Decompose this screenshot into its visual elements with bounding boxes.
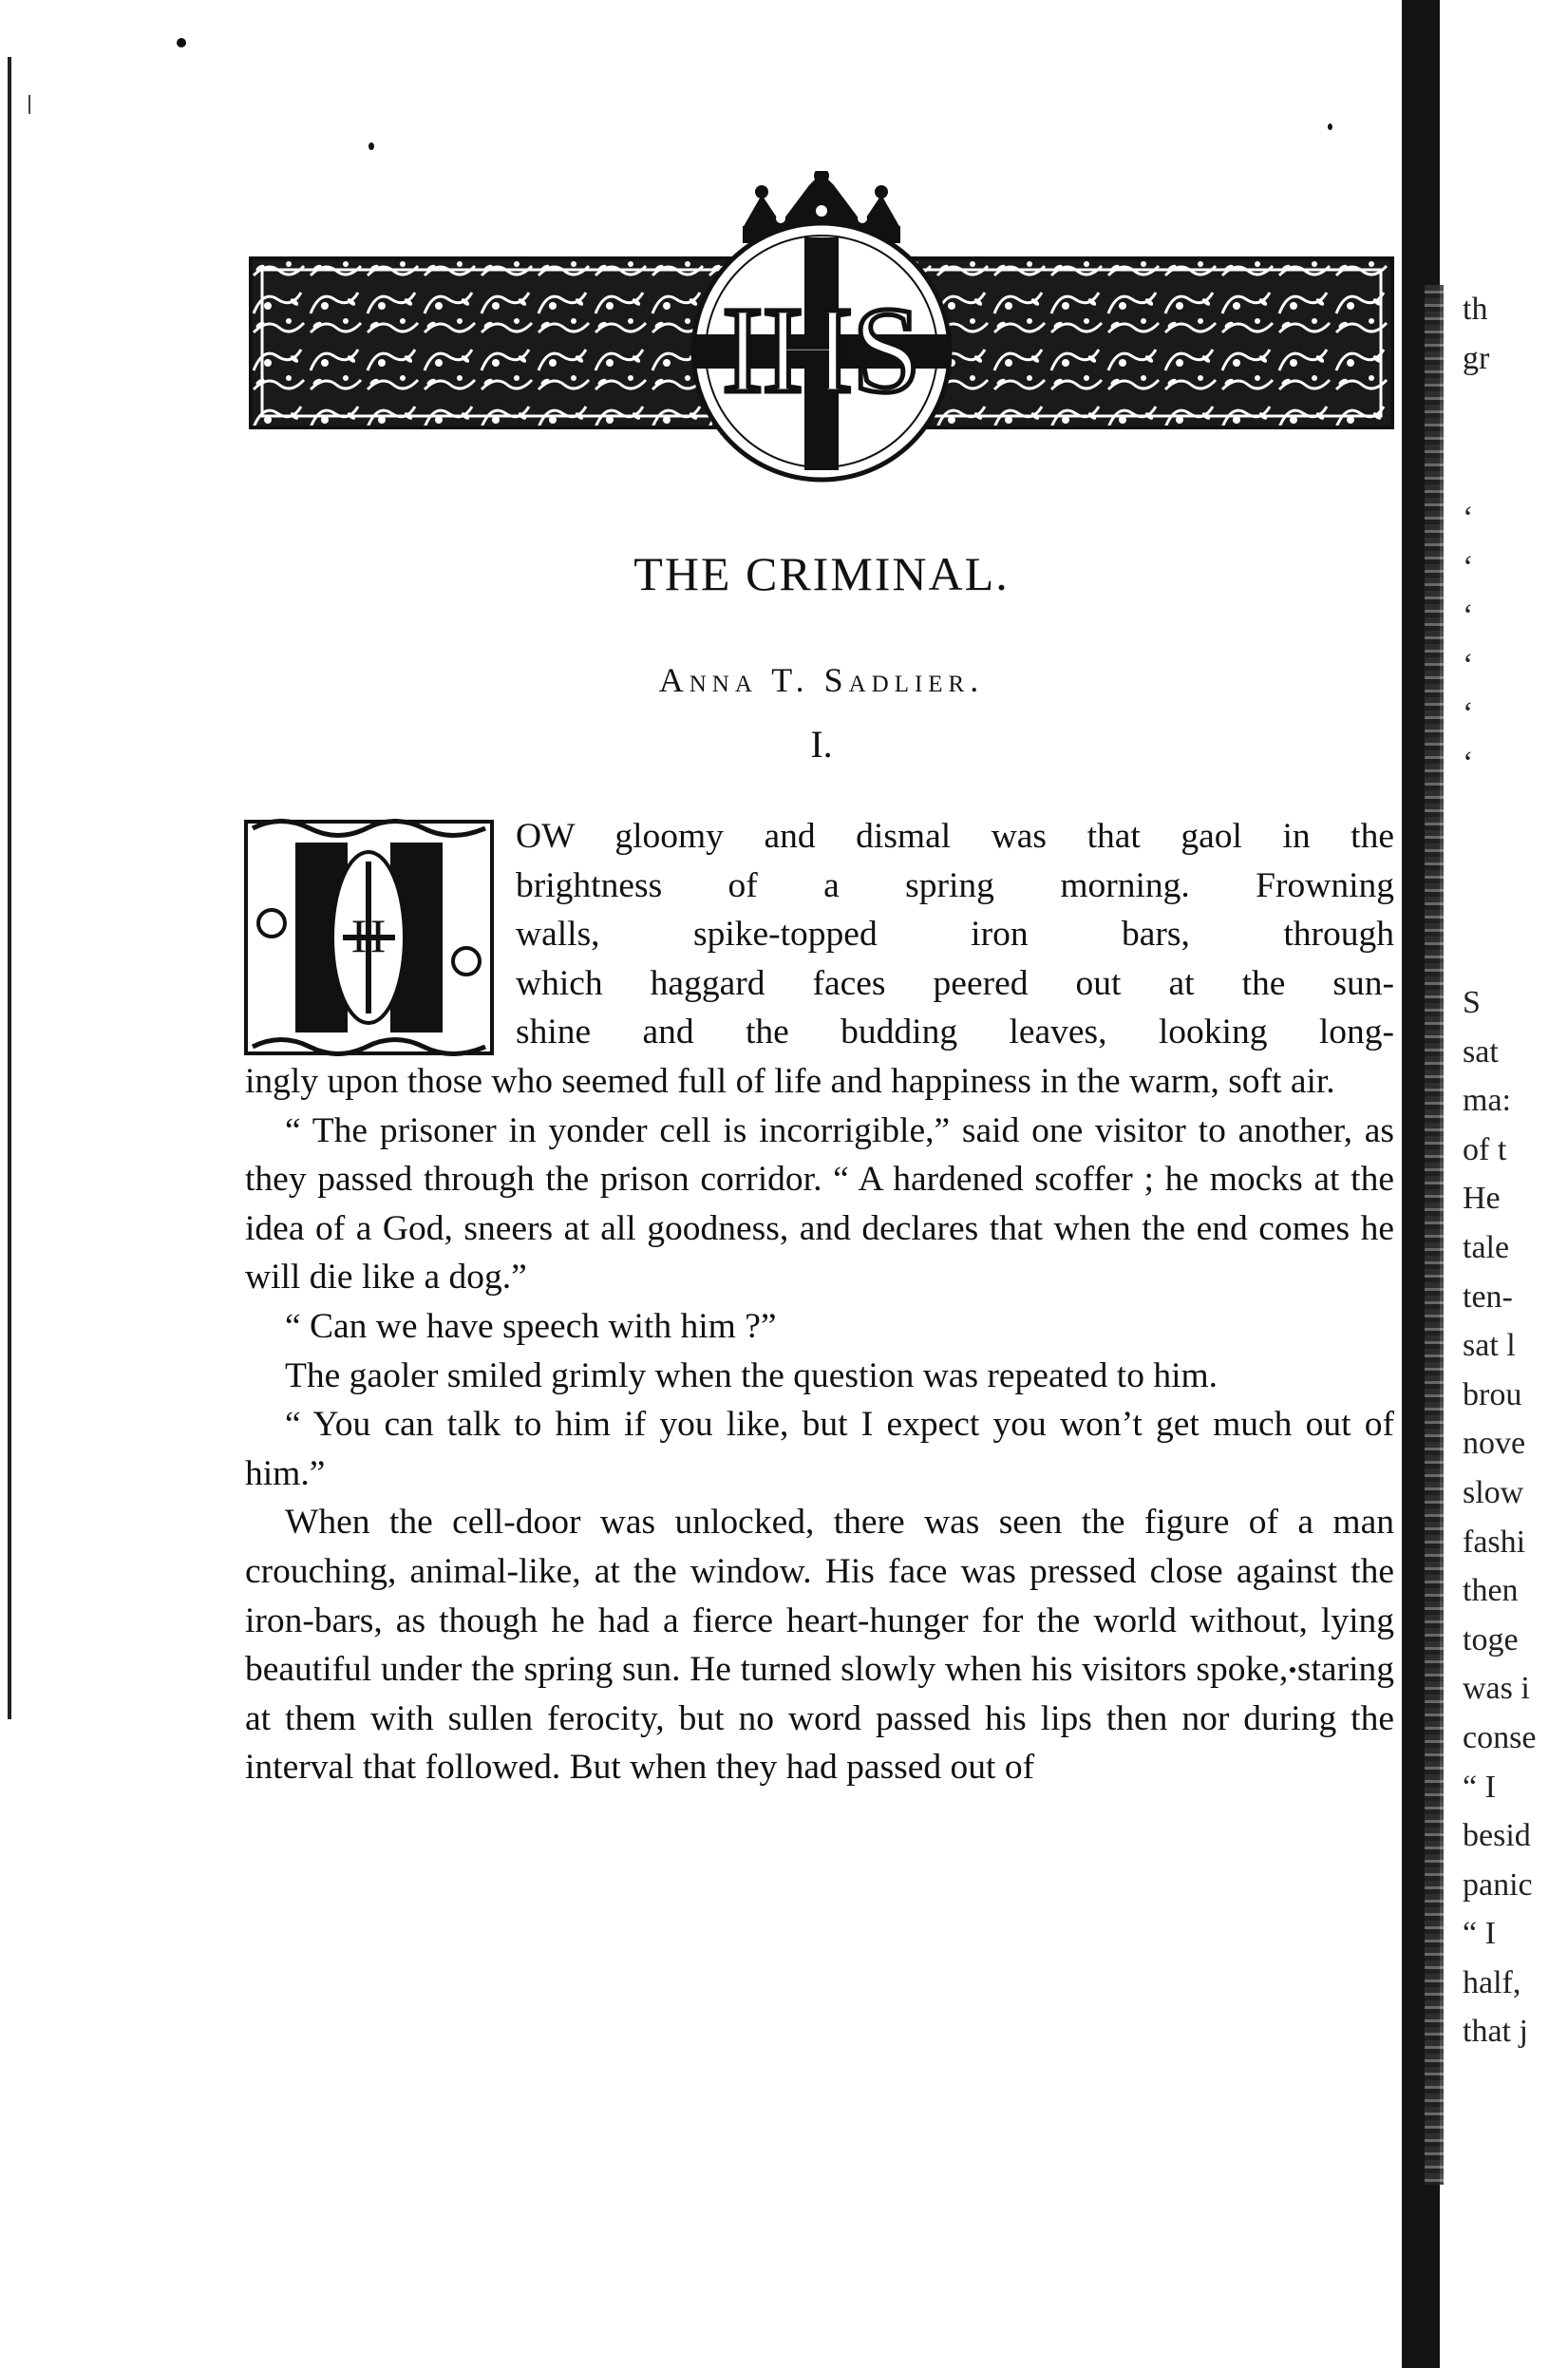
page-edge-mark bbox=[28, 95, 30, 114]
neighbor-page-marks bbox=[1463, 494, 1568, 788]
paragraph: “ You can talk to him if you like, but I expect you won’t get much out of him.” bbox=[245, 1405, 1394, 1493]
paragraph: “ Can we have speech with him ?” bbox=[285, 1306, 777, 1346]
scan-speck bbox=[1328, 123, 1332, 130]
neighbor-fragment: was i bbox=[1463, 1671, 1530, 1707]
article-author: Anna T. Sadlier. bbox=[658, 661, 985, 699]
neighbor-fragment: th bbox=[1463, 292, 1488, 327]
ornamental-header-banner bbox=[249, 171, 1394, 532]
paragraph: When the cell-door was unlocked, there was seen the figure of a man crouching, animal-like, at the window. His face was pressed close against the iron-bars, as though he had a fierce heart-hunger for the world without, lying beautiful under the spring sun. He turned slowly when his visitors spoke, staring at them with sullen ferocity, but no word passed his lips then nor during the interval that followed. But when they had passed out of bbox=[245, 1503, 1394, 1788]
neighbor-fragment: then bbox=[1463, 1573, 1519, 1609]
neighbor-mark: ‘ bbox=[1463, 696, 1474, 732]
lead-line: shine and the budding leaves, looking long- bbox=[516, 1013, 1394, 1052]
neighbor-fragment: fashi bbox=[1463, 1524, 1526, 1560]
lead-line: which haggard faces peered out at the sun- bbox=[516, 963, 1394, 1003]
neighbor-fragment: tale bbox=[1463, 1229, 1510, 1265]
article-body bbox=[245, 812, 1394, 1792]
neighbor-fragment: sat bbox=[1463, 1033, 1499, 1070]
neighbor-fragment: half, bbox=[1463, 1964, 1521, 2000]
neighbor-fragment: of t bbox=[1463, 1131, 1507, 1167]
neighbor-fragment: that j bbox=[1463, 2014, 1528, 2050]
scan-speck bbox=[368, 142, 374, 150]
neighbor-fragment: nove bbox=[1463, 1426, 1526, 1462]
neighbor-fragment: brou bbox=[1463, 1376, 1522, 1412]
paragraph: “ The prisoner in yonder cell is incorrigible,” said one visitor to another, as they passed through the prison corridor. “ A hardened scoffer ; he mocks at the idea of a God, sneers at all goodness, and declares that when the end comes he will die like a dog.” bbox=[245, 1110, 1394, 1298]
neighbor-fragment: panic bbox=[1463, 1866, 1533, 1903]
lead-line: brightness of a spring morning. Frowning bbox=[516, 865, 1394, 905]
neighbor-fragment: conse bbox=[1463, 1719, 1537, 1755]
neighbor-mark: ‘ bbox=[1463, 745, 1474, 781]
neighbor-fragment: He bbox=[1463, 1181, 1501, 1217]
paragraph: The gaoler smiled grimly when the question was repeated to him. bbox=[285, 1355, 1219, 1395]
neighbor-mark: ‘ bbox=[1463, 598, 1474, 635]
neighbor-fragment: “ I bbox=[1463, 1916, 1496, 1952]
lead-rest: ingly upon those who seemed full of life and happiness in the warm, soft air. bbox=[245, 1061, 1335, 1101]
dropcap-letter: H bbox=[350, 909, 387, 962]
neighbor-fragment: “ I bbox=[1463, 1769, 1496, 1805]
lead-line: OW gloomy and dismal was that gaol in the bbox=[516, 817, 1394, 856]
neighbor-fragment: sat l bbox=[1463, 1328, 1516, 1364]
page-edge-line bbox=[8, 57, 11, 1719]
scan-speck bbox=[177, 38, 186, 47]
neighbor-mark: ‘ bbox=[1463, 647, 1474, 683]
neighbor-page-body bbox=[1463, 978, 1568, 2056]
neighbor-fragment: ten- bbox=[1463, 1279, 1513, 1315]
neighbor-fragment: toge bbox=[1463, 1621, 1519, 1658]
chapter-number: I. bbox=[810, 723, 833, 766]
neighbor-fragment: besid bbox=[1463, 1818, 1531, 1854]
neighbor-fragment: gr bbox=[1463, 340, 1490, 376]
lead-line: walls, spike-topped iron bars, through bbox=[516, 915, 1394, 955]
neighbor-fragment: slow bbox=[1463, 1474, 1524, 1510]
neighbor-fragment: ma: bbox=[1463, 1083, 1511, 1119]
neighbor-mark: ‘ bbox=[1463, 501, 1474, 536]
book-spine-edge bbox=[1425, 285, 1444, 2185]
article-title: THE CRIMINAL. bbox=[633, 547, 1010, 600]
neighbor-mark: ‘ bbox=[1463, 549, 1474, 585]
neighbor-fragment: S bbox=[1463, 985, 1481, 1020]
ihs-monogram: IHS bbox=[722, 282, 921, 419]
opening-paragraph bbox=[245, 812, 1394, 1107]
neighbor-page-top bbox=[1463, 285, 1568, 383]
